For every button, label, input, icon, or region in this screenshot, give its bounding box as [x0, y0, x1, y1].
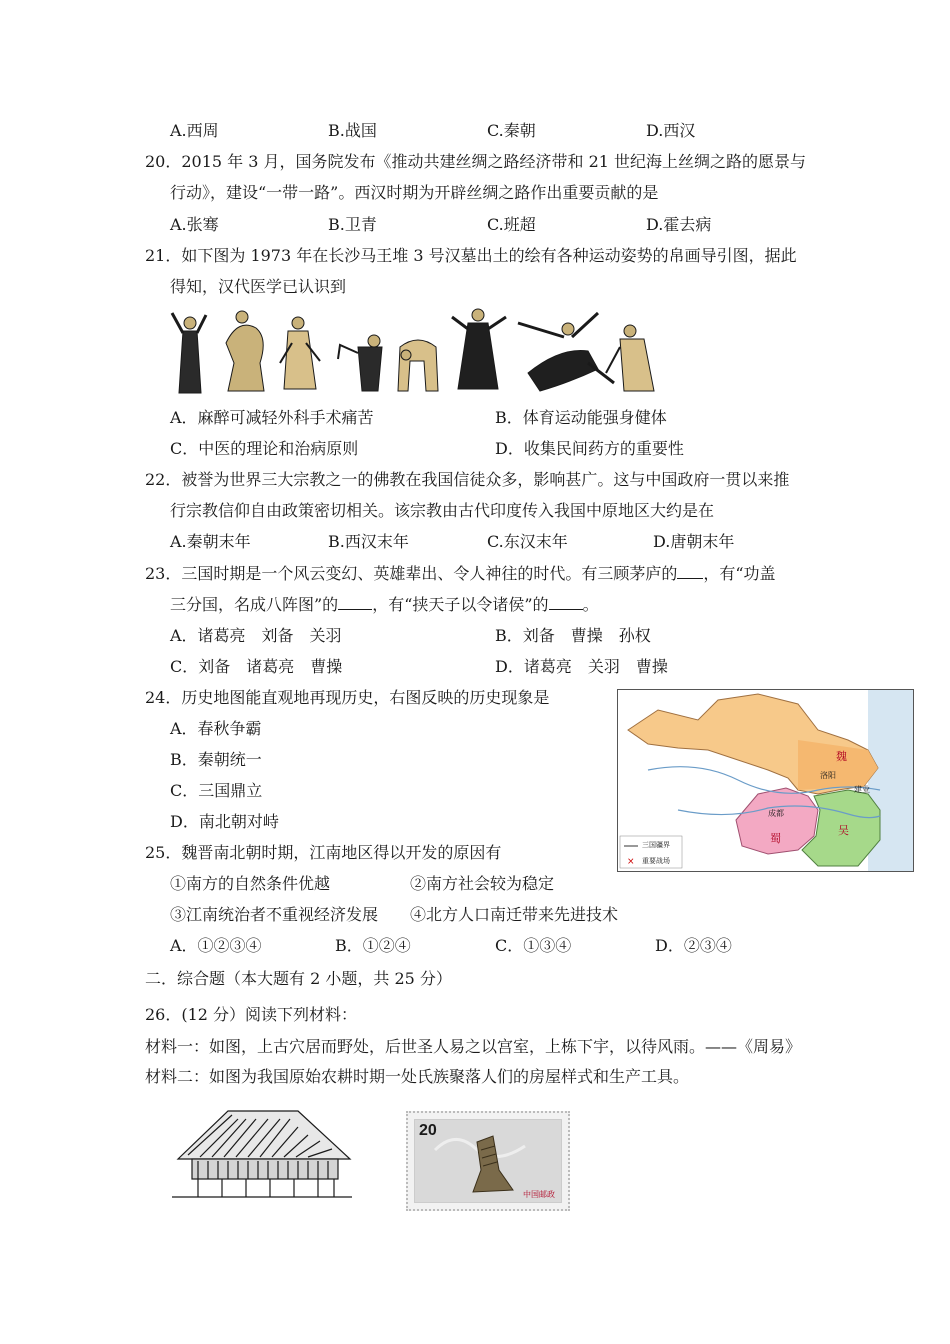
- q25-item-4: ④北方人口南迁带来先进技术: [410, 905, 619, 924]
- daoyin-exercise-figure: [168, 303, 663, 396]
- q23-stem-line1: [145, 563, 776, 585]
- q23-blank-1: [677, 564, 703, 579]
- q24-option-c: C．三国鼎立: [170, 781, 263, 800]
- q23-option-c: C．刘备 诸葛亮 曹操: [170, 657, 343, 676]
- q23-stem-line1-b: ，有“功盖: [703, 564, 776, 583]
- q20-stem-line2: 行动》，建设“一带一路”。西汉时期为开辟丝绸之路作出重要贡献的是: [170, 183, 659, 202]
- q20-option-d: D.霍去病: [646, 215, 712, 234]
- q25-item-1: ①南方的自然条件优越: [170, 874, 331, 893]
- q26-material-2: 材料二：如图为我国原始农耕时期一处氏族聚落人们的房屋样式和生产工具。: [145, 1067, 690, 1086]
- q24-stem-line1: 24．历史地图能直观地再现历史，右图反映的历史现象是: [145, 688, 550, 707]
- q21-option-b: B．体育运动能强身健体: [495, 408, 667, 427]
- q23-stem-line2-a: 三分国，名成八阵图”的: [170, 595, 339, 614]
- q24-option-a: A．春秋争霸: [170, 719, 262, 738]
- q25-item-3: ③江南统治者不重视经济发展: [170, 905, 379, 924]
- q21-option-d: D．收集民间药方的重要性: [495, 439, 684, 458]
- q23-option-b: B．刘备 曹操 孙权: [495, 626, 651, 645]
- q20-option-c: C.班超: [487, 215, 536, 234]
- q23-blank-3: [549, 595, 583, 610]
- q24-option-b: B．秦朝统一: [170, 750, 262, 769]
- q25-item-2: ②南方社会较为稳定: [410, 874, 555, 893]
- stilt-house-illustration: [168, 1105, 356, 1201]
- q24-option-d: D．南北朝对峙: [170, 812, 279, 831]
- q23-stem-line2-b: ，有“挟天子以令诸侯”的: [372, 595, 549, 614]
- q20-stem-line1: 20．2015 年 3 月，国务院发布《推动共建丝绸之路经济带和 21 世纪海上丝绸之路的愿景与: [145, 152, 807, 171]
- q22-option-a: A.秦朝末年: [170, 532, 251, 551]
- q25-option-d: D．②③④: [655, 936, 732, 955]
- q26-material-1: 材料一：如图，上古穴居而野处，后世圣人易之以宫室，上栋下宇，以待风雨。——《周易》: [145, 1037, 802, 1056]
- q21-stem-line2: 得知，汉代医学已认识到: [170, 277, 347, 296]
- stamp-country: 中国邮政: [523, 1190, 555, 1199]
- q23-stem-line2: [170, 594, 599, 616]
- q23-stem-line2-c: 。: [582, 595, 599, 614]
- q25-option-b: B．①②④: [335, 936, 411, 955]
- stamp-value: 20: [419, 1122, 437, 1139]
- q19-option-d: D.西汉: [646, 121, 696, 140]
- map-label-luoyang: 洛阳: [820, 771, 836, 780]
- map-label-jianye: 建业: [854, 785, 870, 794]
- svg-text:×: ×: [627, 857, 635, 867]
- map-legend-battle: 重要战场: [642, 857, 670, 865]
- map-legend-border: 三国疆界: [642, 841, 670, 849]
- q25-option-c: C．①③④: [495, 936, 572, 955]
- q22-option-b: B.西汉末年: [328, 532, 409, 551]
- q25-option-a: A．①②③④: [170, 936, 262, 955]
- q19-option-c: C.秦朝: [487, 121, 536, 140]
- q20-option-b: B.卫青: [328, 215, 377, 234]
- bone-hoe-stamp: [406, 1111, 570, 1211]
- q19-option-a: A.西周: [170, 121, 219, 140]
- q19-option-b: B.战国: [328, 121, 377, 140]
- map-label-chengdu: 成都: [768, 809, 784, 818]
- map-label-wei: 魏: [836, 750, 847, 763]
- q22-option-d: D.唐朝末年: [653, 532, 735, 551]
- three-kingdoms-map: [617, 689, 914, 872]
- q22-stem-line1: 22．被誉为世界三大宗教之一的佛教在我国信徒众多，影响甚广。这与中国政府一贯以来推: [145, 470, 790, 489]
- q22-stem-line2: 行宗教信仰自由政策密切相关。该宗教由古代印度传入我国中原地区大约是在: [170, 501, 715, 520]
- q23-option-d: D．诸葛亮 关羽 曹操: [495, 657, 668, 676]
- q21-stem-line1: 21．如下图为 1973 年在长沙马王堆 3 号汉墓出土的绘有各种运动姿势的帛画导引图，据此: [145, 246, 797, 265]
- q21-option-a: A．麻醉可减轻外科手术痛苦: [170, 408, 374, 427]
- map-label-wu: 吴: [838, 824, 849, 837]
- q25-stem-line1: 25．魏晋南北朝时期，江南地区得以开发的原因有: [145, 843, 502, 862]
- q23-stem-line1-a: 23．三国时期是一个风云变幻、英雄辈出、令人神往的时代。有三顾茅庐的: [145, 564, 678, 583]
- map-label-shu: 蜀: [770, 832, 781, 845]
- q26-stem-line1: 26．(12 分）阅读下列材料：: [145, 1005, 358, 1024]
- q23-option-a: A．诸葛亮 刘备 关羽: [170, 626, 342, 645]
- q20-option-a: A.张骞: [170, 215, 219, 234]
- q21-option-c: C．中医的理论和治病原则: [170, 439, 359, 458]
- section-2-title: 二．综合题（本大题有 2 小题，共 25 分）: [145, 969, 452, 988]
- q22-option-c: C.东汉末年: [487, 532, 568, 551]
- q23-blank-2: [338, 595, 372, 610]
